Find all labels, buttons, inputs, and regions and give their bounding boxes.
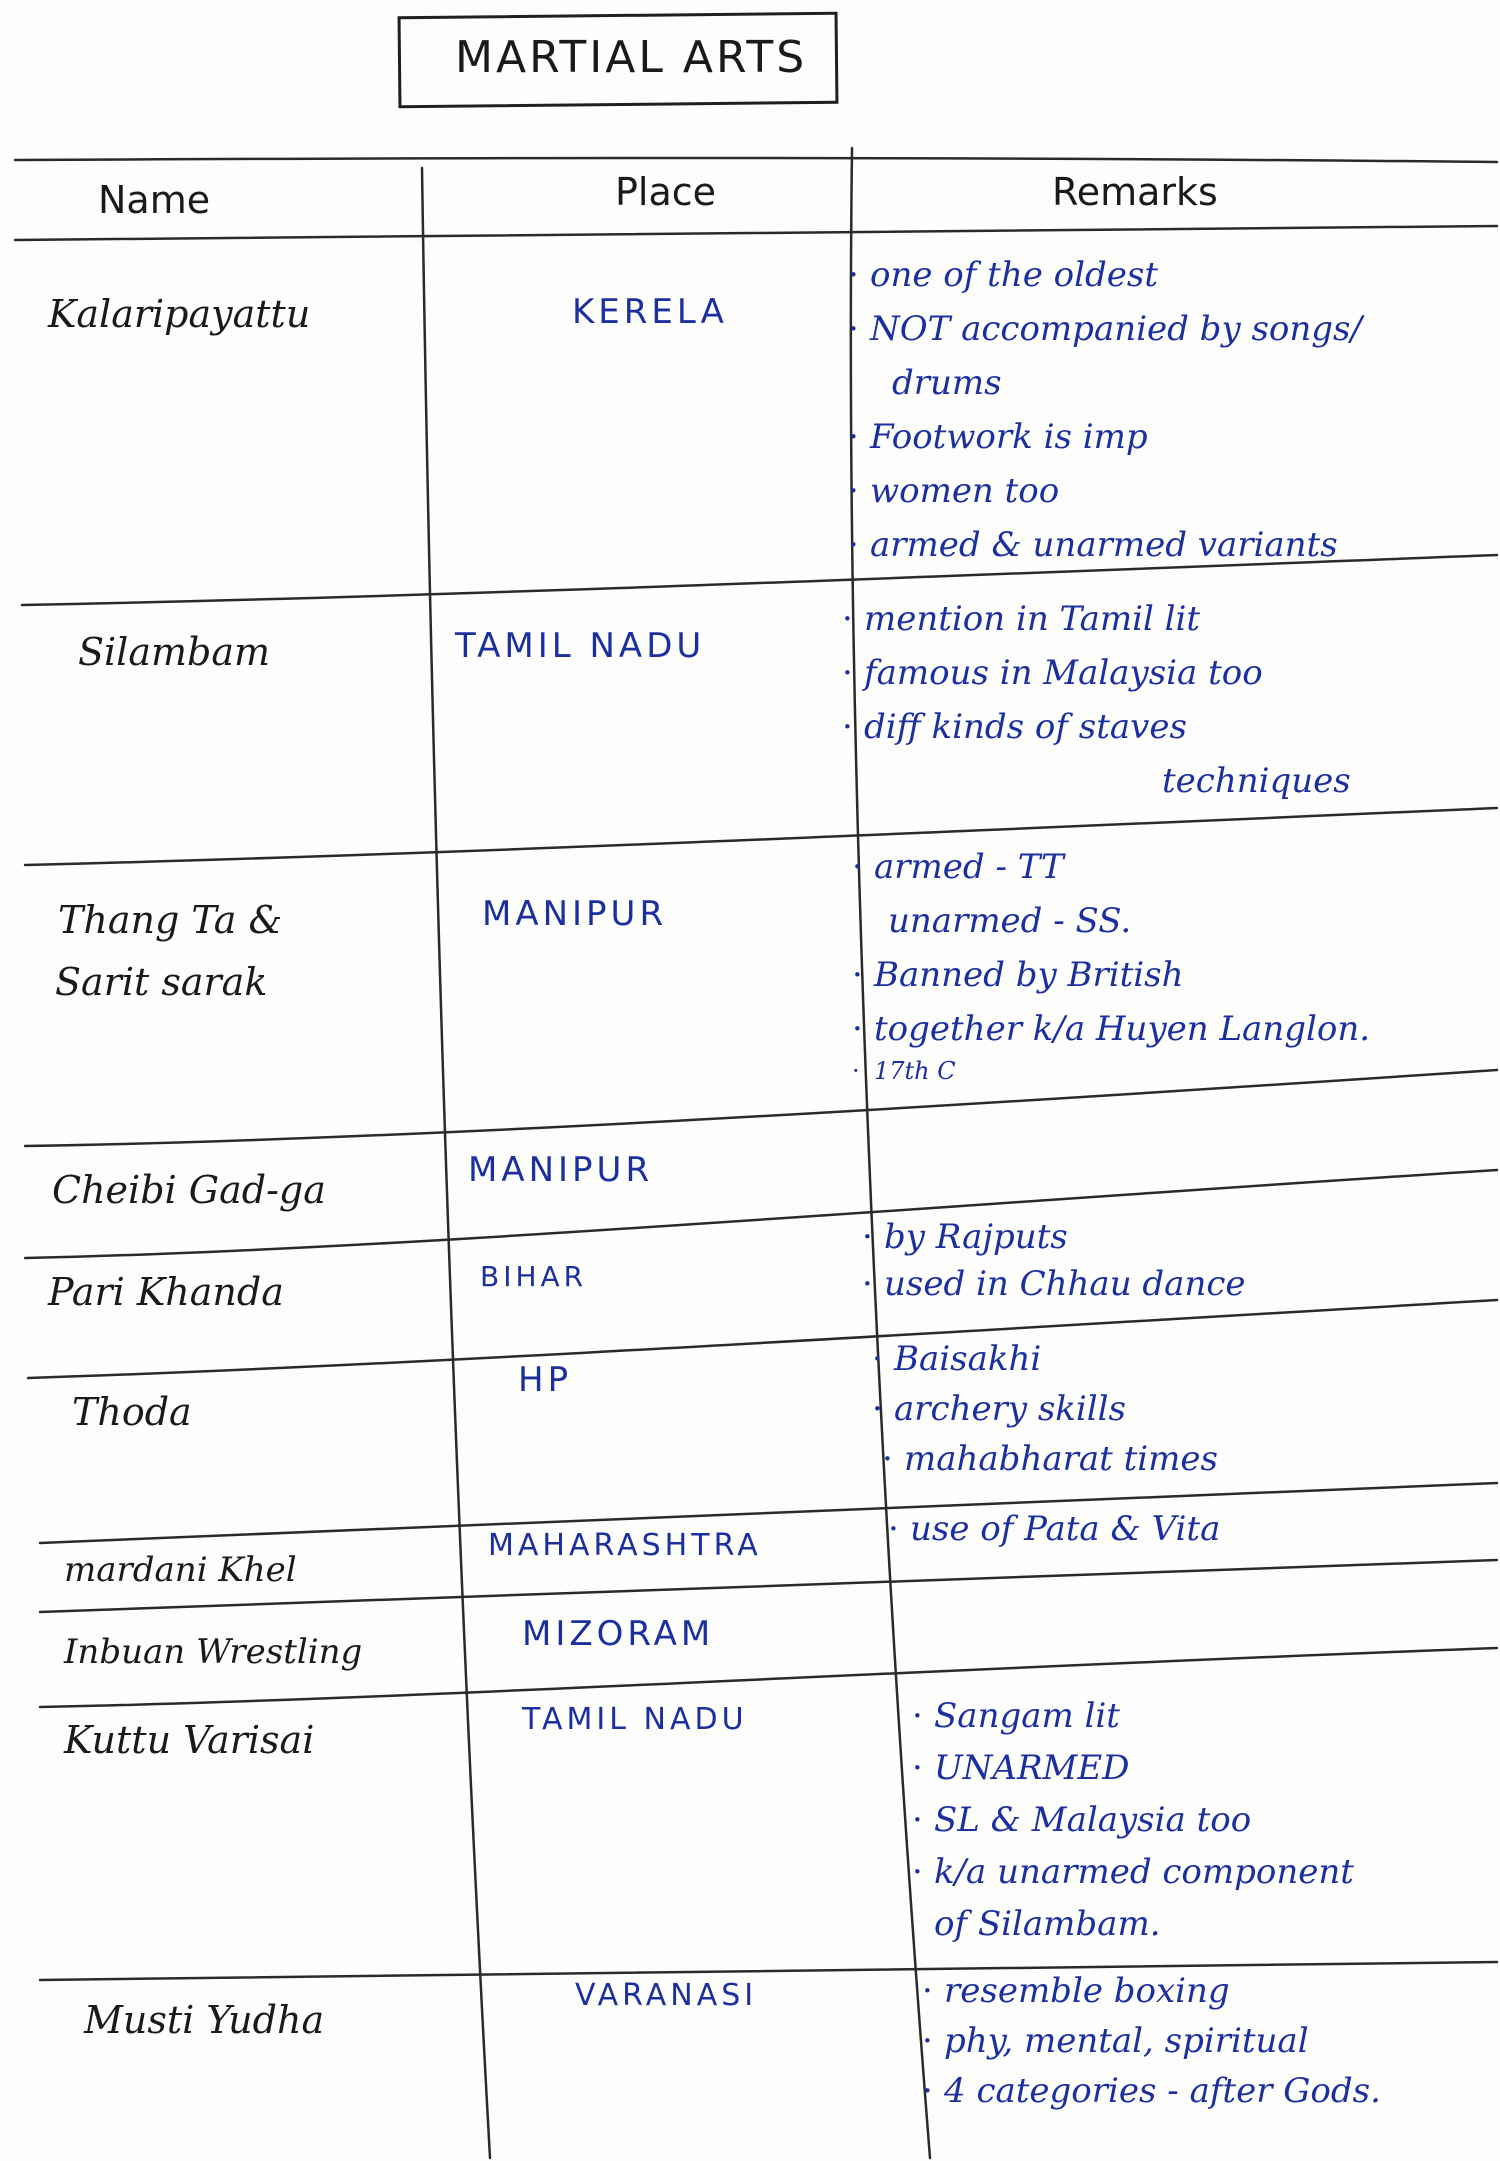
row-remarks-silambam <box>842 592 1351 808</box>
row-name-sarit-sarak: Sarit sarak <box>55 960 268 1004</box>
remark-item: · Sangam lit <box>912 1696 1120 1736</box>
remark-item: · NOT accompanied by songs/ <box>848 309 1362 349</box>
remark-item: · armed & unarmed variants <box>848 525 1338 565</box>
row-name-silambam: Silambam <box>78 630 271 674</box>
row-place-mizoram: MIZORAM <box>522 1614 715 1654</box>
row-remarks-thang-ta <box>852 840 1370 1086</box>
row-place-kerela: KERELA <box>572 292 728 332</box>
remark-item: · Baisakhi <box>872 1339 1042 1379</box>
row-place-varanasi: VARANASI <box>575 1978 758 2013</box>
remark-item: · women too <box>848 471 1060 511</box>
remark-item: · by Rajputs <box>862 1217 1068 1257</box>
row-name-thang-ta: Thang Ta & <box>58 898 283 942</box>
row-place-tamil-nadu: TAMIL NADU <box>455 626 706 666</box>
row-remarks-pari-khanda <box>862 1212 1246 1306</box>
remark-item: · k/a unarmed component <box>912 1852 1354 1892</box>
row-remarks-mardani-khel <box>888 1502 1220 1556</box>
remark-item: · UNARMED <box>912 1748 1130 1788</box>
row-remarks-kuttu-varisai <box>912 1690 1354 1950</box>
remark-item: techniques <box>1162 761 1351 801</box>
header-remarks: Remarks <box>1052 170 1218 214</box>
remark-item: · 17th C <box>852 1057 956 1085</box>
remark-item: · diff kinds of staves <box>842 707 1187 747</box>
remark-item: · mention in Tamil lit <box>842 599 1201 639</box>
row-name-musti-yudha: Musti Yudha <box>84 1998 325 2042</box>
rule-header-bottom <box>15 226 1497 240</box>
remark-item: drums <box>892 363 1002 403</box>
header-place: Place <box>615 170 717 214</box>
rule-row-6 <box>40 1483 1497 1543</box>
header-name: Name <box>98 178 211 222</box>
remark-item: · famous in Malaysia too <box>842 653 1263 693</box>
remark-item: · resemble boxing <box>922 1971 1230 2011</box>
row-name-cheibi-gad-ga: Cheibi Gad-ga <box>52 1168 326 1212</box>
remark-item: of Silambam. <box>934 1904 1161 1944</box>
row-remarks-musti-yudha <box>922 1966 1381 2116</box>
row-name-kuttu-varisai: Kuttu Varisai <box>64 1718 315 1762</box>
remark-item: unarmed - SS. <box>888 901 1132 941</box>
remark-item: · Footwork is imp <box>848 417 1148 457</box>
row-name-inbuan-wrestling: Inbuan Wrestling <box>64 1632 363 1672</box>
remark-item: · Banned by British <box>852 955 1184 995</box>
row-name-thoda: Thoda <box>72 1390 192 1434</box>
remark-item: · one of the oldest <box>848 255 1158 295</box>
row-name-kalaripayattu: Kalaripayattu <box>48 292 311 336</box>
row-place-hp: HP <box>518 1360 573 1400</box>
row-remarks-thoda <box>872 1334 1218 1484</box>
remark-item: · archery skills <box>872 1389 1126 1429</box>
remark-item: · together k/a Huyen Langlon. <box>852 1009 1371 1049</box>
row-name-mardani-khel: mardani Khel <box>64 1550 297 1590</box>
row-place-maharashtra: MAHARASHTRA <box>488 1528 762 1563</box>
remark-item: · mahabharat times <box>882 1439 1218 1479</box>
remark-item: · armed - TT <box>852 847 1064 887</box>
row-remarks-kalaripayattu <box>848 248 1362 572</box>
row-place-tamil-nadu-2: TAMIL NADU <box>522 1702 748 1737</box>
remark-item: · SL & Malaysia too <box>912 1800 1252 1840</box>
row-name-pari-khanda: Pari Khanda <box>48 1270 284 1314</box>
row-place-bihar: BIHAR <box>480 1260 588 1293</box>
remark-item: · 4 categories - after Gods. <box>922 2071 1381 2111</box>
row-place-manipur-2: MANIPUR <box>468 1150 654 1190</box>
row-place-manipur: MANIPUR <box>482 894 668 934</box>
remark-item: · use of Pata & Vita <box>888 1509 1221 1549</box>
page-title: MARTIAL ARTS <box>455 32 808 83</box>
rule-header-top <box>15 158 1497 162</box>
remark-item: · phy, mental, spiritual <box>922 2021 1309 2061</box>
remark-item: · used in Chhau dance <box>862 1264 1246 1304</box>
